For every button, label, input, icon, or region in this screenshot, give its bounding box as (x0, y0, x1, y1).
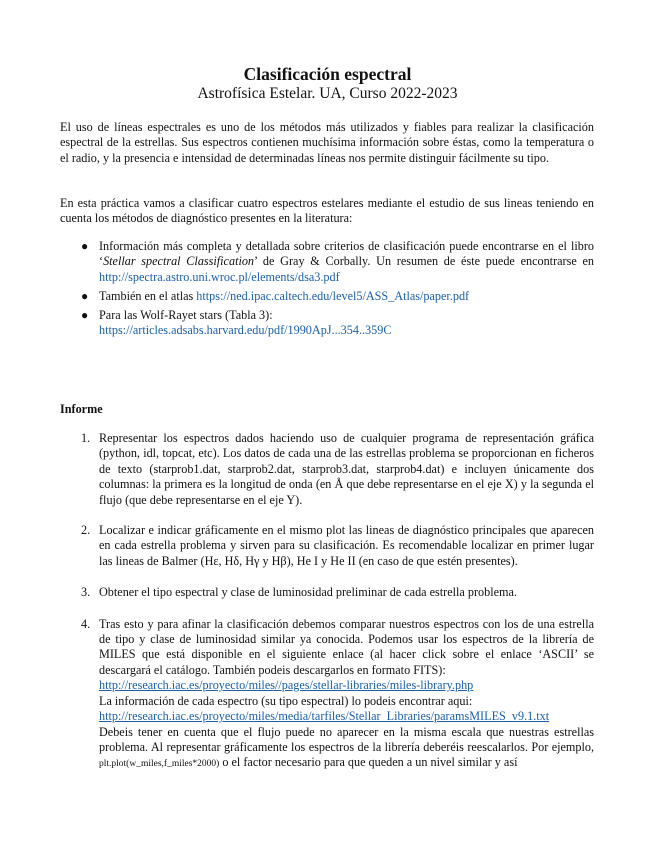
task-item (60, 617, 594, 773)
task-number: 4. (81, 616, 91, 631)
bullet-icon: ● (81, 288, 89, 303)
task-item (60, 585, 594, 600)
task-text: Obtener el tipo espectral y clase de luminosidad preliminar de cada estrella problema. (99, 585, 517, 600)
reference-text: También en el atlas (99, 288, 197, 303)
task-text: o el factor necesario para que queden a un nivel similar y así (219, 755, 518, 770)
intro-paragraph-2: En esta práctica vamos a clasificar cuatro espectros estelares mediante el estudio de sus lineas teniendo en cuenta los métodos de diagnóstico presentes en la literatura: (60, 196, 594, 226)
reference-item (60, 239, 594, 285)
task-text: Tras esto y para afinar la clasificación debemos comparar nuestros espectros con los de una estrella de tipo y clase de luminosidad similar ya conocida. Podemos usar los espectros de la librería de MILES que está disponible en el siguiente enlace (al hacer click sobre el enlace ‘ASCII’ se descargará el catálogo. También podeis descargarlos en formato FITS): (99, 616, 594, 677)
reference-text: Para las Wolf-Rayet stars (Tabla 3): (99, 307, 273, 322)
bullet-icon: ● (81, 239, 89, 253)
reference-link[interactable]: http://spectra.astro.uni.wroc.pl/elements/dsa3.pdf (99, 269, 340, 284)
task-text: Debeis tener en cuenta que el flujo puede no aparecer en la misma escala que nuestras estrellas problema. Al representar gráficamente los espectros de la librería deberéis reescalarlos. Por ejemplo, (99, 724, 594, 754)
miles-library-link[interactable]: http://research.iac.es/proyecto/miles//pages/stellar-libraries/miles-library.php (99, 678, 474, 693)
task-number: 2. (81, 523, 91, 538)
reference-text: Información más completa y detallada sobre criterios de clasificación puede encontrarse en el libro ‘ (99, 239, 594, 269)
task-text: Localizar e indicar gráficamente en el mismo plot las lineas de diagnóstico principales que aparecen en cada estrella problema y sirven para su clasificación. Es recomendable localizar en primer lugar las lineas de Balmer (Hε, Hδ, Hγ y Hβ), He I y He II (en caso de que estén presentes). (99, 523, 594, 568)
task-item (60, 431, 594, 508)
code-snippet: plt.plot(w_miles,f_miles*2000) (99, 759, 220, 770)
reference-item (60, 289, 594, 304)
section-heading-informe: Informe (60, 402, 103, 416)
reference-item (60, 308, 594, 339)
reference-link[interactable]: https://ned.ipac.caltech.edu/level5/ASS_Atlas/paper.pdf (196, 288, 470, 303)
task-text: La información de cada espectro (su tipo espectral) lo podeis encontrar aqui: (99, 693, 473, 708)
task-number: 3. (81, 585, 91, 600)
bullet-icon: ● (81, 307, 89, 322)
book-title: Stellar spectral Classification (103, 254, 255, 269)
document-title: Clasificación espectral (243, 64, 412, 84)
reference-text: ’ de Gray & Corbally. Un resumen de éste puede encontrarse en (254, 254, 594, 269)
document-subtitle: Astrofísica Estelar. UA, Curso 2022-2023 (197, 85, 458, 102)
reference-list (60, 239, 594, 342)
intro-paragraph-1: El uso de líneas espectrales es uno de los métodos más utilizados y fiables para realizar la clasificación espectral de la estrellas. Sus espectros contienen muchísima información sobre éstas, como la temperatura o el radio, y la presencia e intensidad de determinadas líneas nos permite distinguir fácilmente su tipo. (60, 120, 594, 165)
task-text: Representar los espectros dados haciendo uso de cualquier programa de representación gráfica (python, idl, topcat, etc). Los datos de cada una de las estrellas problema se proporcionan en ficheros de texto (starprob1.dat, starprob2.dat, starprob3.dat, starprob4.dat) e incluyen únicamente dos columnas: la primera es la longitud de onda (en Å que debe representarse en el eje X) y la segunda el flujo (que debe representarse en el eje Y). (99, 431, 594, 507)
task-item (60, 523, 594, 569)
miles-params-link[interactable]: http://research.iac.es/proyecto/miles/media/tarfiles/Stellar_Libraries/paramsMILES_v9.1.txt (99, 709, 550, 724)
task-number: 1. (81, 431, 91, 445)
reference-link[interactable]: https://articles.adsabs.harvard.edu/pdf/1990ApJ...354..359C (99, 323, 392, 338)
task-list (60, 431, 594, 773)
